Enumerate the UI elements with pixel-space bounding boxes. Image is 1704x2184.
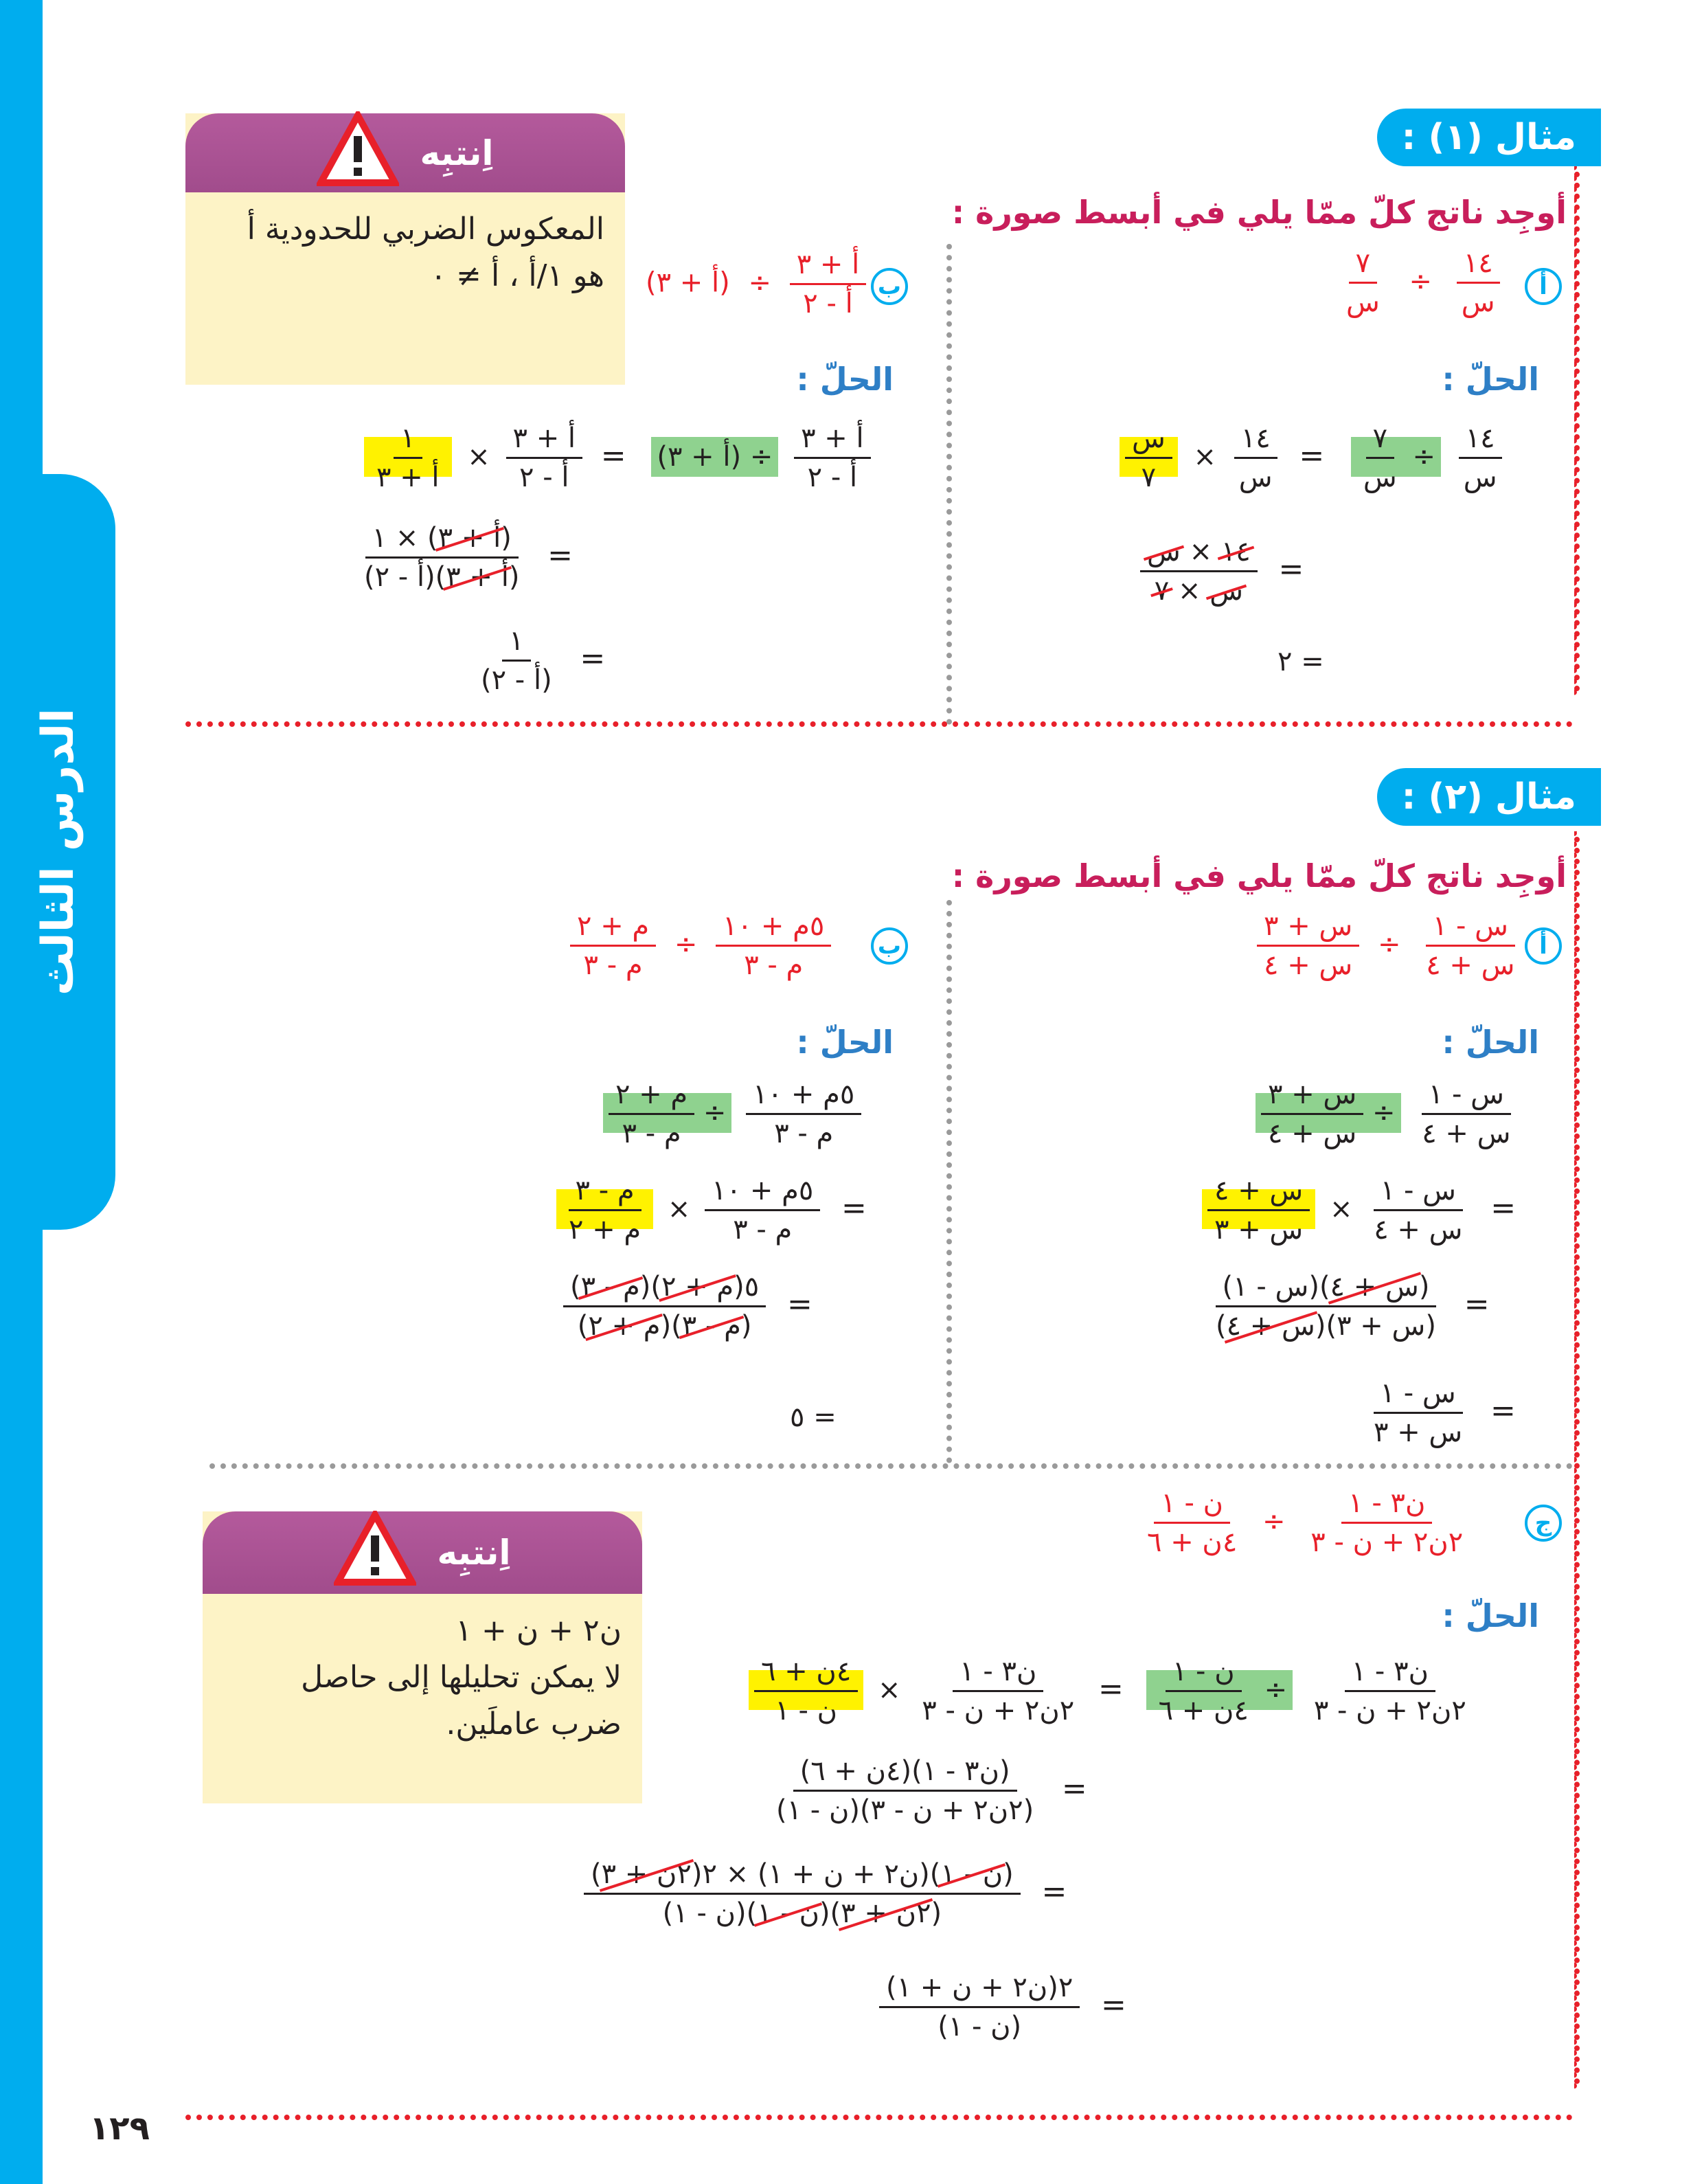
note2-text	[203, 1594, 642, 1762]
ex1-a-step2: = $\frac{\text{١٤ × س}}{\text{س × ٧}}$	[1140, 536, 1304, 607]
note2-text-line1: ن٢ + ن + ١	[455, 1613, 622, 1648]
example1-bottom-border	[185, 721, 1573, 727]
example2-instruction: أوجِد ناتج كلّ ممّا يلي في أبسط صورة :	[951, 857, 1567, 894]
example1-instruction: أوجِد ناتج كلّ ممّا يلي في أبسط صورة :	[951, 194, 1567, 231]
lesson-tab-label: الدرس الثالث	[33, 708, 84, 996]
example1-right-border	[1574, 166, 1580, 695]
ex2-a-step3: = $\frac{\text{(س + ٤)(س - ١)}}{\text{(س + ٣)(س + ٤)}}$	[1216, 1271, 1490, 1342]
ex2-c-step2: = $\frac{\text{(ن٣ - ١)(٤ن + ٦)}}{\text{(٢ن٢ + ن - ٣)(ن - ١)}}$	[776, 1755, 1087, 1826]
ex2-a-problem: $\frac{\text{س - ١}}{\text{س + ٤}}$ ÷ $\frac{\text{س + ٣}}{\text{س + ٤}}$	[1257, 910, 1521, 981]
ex1-a-step3: = ٢	[1277, 646, 1324, 677]
warning-icon	[334, 1511, 416, 1595]
ex2-c-problem: $\frac{\text{ن٣ - ١}}{\text{٢ن٢ + ن - ٣}}$ ÷ $\frac{\text{ن - ١}}{\text{٤ن + ٦}}$	[1147, 1487, 1464, 1558]
ex2-a-step2: = $\frac{\text{س - ١}}{\text{س + ٤}}$ × $\frac{\text{س + ٤}}{\text{س + ٣}}$	[1202, 1175, 1516, 1246]
example1-title: مثال (١) :	[1377, 109, 1601, 166]
ex2-c-step3: = $\frac{\text{(ن - ١)(ن٢ + ن + ١) × ٢(٢ن + ٣)}}{\text{(٢ن + ٣)(ن - ١)(ن - ١)}}$	[584, 1858, 1067, 1929]
ex1-a-step1: $\frac{١٤}{\text{س}}$ ÷ $\frac{٧}{\text{س}}$ = $\frac{١٤}{\text{س}}$ × $\frac{\text{س}}{٧}$	[1120, 423, 1504, 493]
ex1-b-step1: $\frac{\text{أ + ٣}}{\text{أ - ٢}}$ ÷ (أ + ٣) = $\frac{\text{أ + ٣}}{\text{أ - ٢}}$ × $\frac{١}{\text{أ + ٣}}$	[364, 423, 871, 493]
note2-title: اِنتبِه	[437, 1533, 511, 1573]
example2-column-divider	[946, 900, 952, 1463]
note2-text-line2: لا يمكن تحليلها إلى حاصل	[301, 1660, 622, 1696]
ex2-c-step4: = $\frac{\text{٢(ن٢ + ن + ١)}}{\text{(ن - ١)}}$	[879, 1972, 1126, 2042]
warning-icon	[317, 111, 399, 195]
lesson-tab-label-wrap	[21, 708, 96, 996]
ex2-b-step3: = $\frac{\text{٥(م + ٢)(م - ٣)}}{\text{(م - ٣)(م + ٢)}}$	[563, 1271, 813, 1342]
example2-row-divider	[209, 1463, 1573, 1469]
note1-text	[185, 192, 625, 313]
page-number: ١٢٩	[89, 2109, 150, 2148]
ex2-c-solution-label: الحلّ :	[1442, 1597, 1539, 1634]
ex2-b-step1: $\frac{\text{٥م + ١٠}}{\text{م - ٣}}$ ÷ $\frac{\text{م + ٢}}{\text{م - ٣}}$	[598, 1079, 861, 1149]
ex2-a-solution-label: الحلّ :	[1442, 1024, 1539, 1061]
ex1-a-badge: أ	[1525, 268, 1562, 305]
ex2-a-step4: = $\frac{\text{س - ١}}{\text{س + ٣}}$	[1374, 1377, 1516, 1448]
ex2-c-step1: $\frac{\text{ن٣ - ١}}{\text{٢ن٢ + ن - ٣}}$ ÷ $\frac{\text{ن - ١}}{\text{٤ن + ٦}}$ = $\frac{\text{ن٣ - ١}}{\text{٢ن٢ + ن - ٣}}$ × $\frac{\text{٤ن + ٦}}{\text{ن - ١}}$	[749, 1656, 1473, 1726]
ex1-b-step2: = $\frac{\text{(أ + ٣) × ١}}{\text{(أ + ٣)(أ - ٢)}}$	[364, 522, 573, 593]
note2-header	[203, 1511, 642, 1594]
note2-text-line3: ضرب عاملَين.	[446, 1707, 622, 1742]
ex2-a-badge: أ	[1525, 927, 1562, 965]
ex1-b-step3: = $\frac{١}{\text{(أ - ٢)}}$	[481, 625, 606, 696]
ex2-a-step1: $\frac{\text{س - ١}}{\text{س + ٤}}$ ÷ $\frac{\text{س + ٣}}{\text{س + ٤}}$	[1250, 1079, 1517, 1149]
example2-title: مثال (٢) :	[1377, 768, 1601, 826]
note1-title: اِنتبِه	[420, 133, 494, 173]
ex2-b-badge: ب	[871, 927, 908, 965]
ex1-b-problem: $\frac{\text{أ + ٣}}{\text{أ - ٢}}$ ÷ (أ + ٣)	[646, 249, 866, 319]
example2-bottom-border	[185, 2115, 1573, 2120]
ex2-b-step4: = ٥	[790, 1401, 837, 1433]
example2-right-border	[1574, 831, 1580, 2089]
ex1-b-badge: ب	[871, 268, 908, 305]
note1-text-line2: هو ١/أ ، أ ≠ ٠	[430, 258, 604, 294]
note1-header	[185, 113, 625, 192]
ex2-c-badge: ج	[1525, 1505, 1562, 1542]
ex2-b-solution-label: الحلّ :	[796, 1024, 894, 1061]
ex1-b-solution-label: الحلّ :	[796, 361, 894, 398]
ex1-a-solution-label: الحلّ :	[1442, 361, 1539, 398]
note2-box	[203, 1511, 642, 1803]
example1-column-divider	[946, 244, 952, 725]
ex2-b-problem: $\frac{\text{٥م + ١٠}}{\text{م - ٣}}$ ÷ $\frac{\text{م + ٢}}{\text{م - ٣}}$	[570, 910, 831, 981]
ex1-a-problem: $\frac{١٤}{\text{س}}$ ÷ $\frac{٧}{\text{س}}$	[1339, 247, 1502, 318]
note1-box	[185, 113, 625, 385]
note1-text-line1: المعكوس الضربي للحدودية أ	[247, 212, 604, 247]
ex2-b-step2: = $\frac{\text{٥م + ١٠}}{\text{م - ٣}}$ × $\frac{\text{م - ٣}}{\text{م + ٢}}$	[556, 1175, 867, 1246]
